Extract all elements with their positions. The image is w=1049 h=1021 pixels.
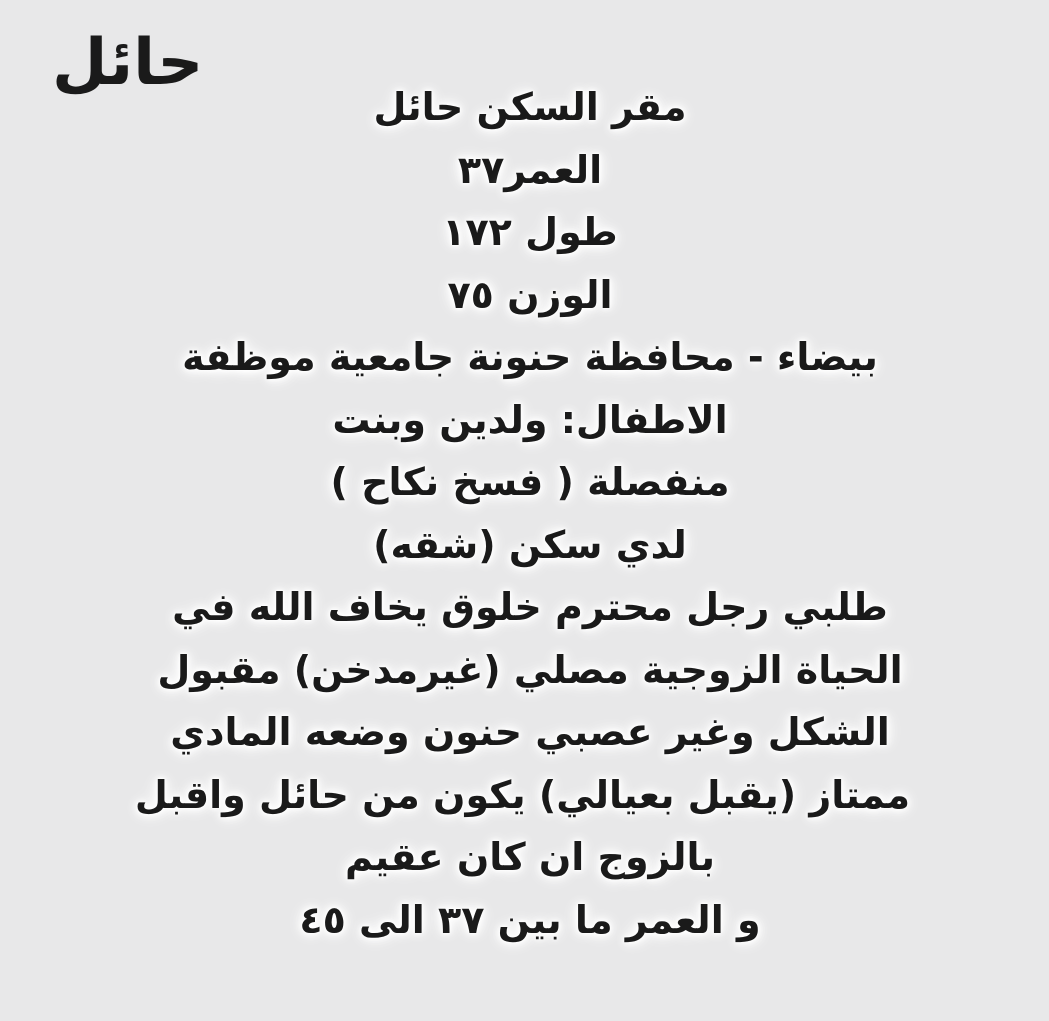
- text-line-age: العمر٣٧: [457, 147, 603, 192]
- text-line-age-range: و العمر ما بين ٣٧ الى ٤٥: [299, 897, 761, 942]
- text-line-request-1: طلبي رجل محترم خلوق يخاف الله في: [172, 585, 888, 629]
- text-line-residence: مقر السكن حائل: [373, 85, 687, 129]
- text-line-description: بيضاء - محافظة حنونة جامعية موظفة: [182, 335, 878, 379]
- text-line-height: طول ١٧٢: [442, 210, 618, 254]
- text-line-request-4: ممتاز (يقبل بعيالي) يكون من حائل واقبل: [134, 772, 910, 817]
- text-line-marital-status: منفصلة ( فسخ نكاح ): [330, 460, 730, 504]
- text-line-request-3: الشكل وغير عصبي حنون وضعه المادي: [170, 710, 890, 754]
- text-line-housing: لدي سكن (شقه): [373, 522, 687, 567]
- text-line-children: الاطفال: ولدين وبنت: [332, 397, 728, 442]
- text-line-request-5: بالزوج ان كان عقيم: [344, 835, 716, 879]
- text-line-weight: الوزن ٧٥: [447, 272, 613, 317]
- text-line-request-2: الحياة الزوجية مصلي (غيرمدخن) مقبول: [157, 647, 903, 692]
- profile-text-block: [134, 76, 910, 951]
- city-title: حائل: [52, 26, 204, 100]
